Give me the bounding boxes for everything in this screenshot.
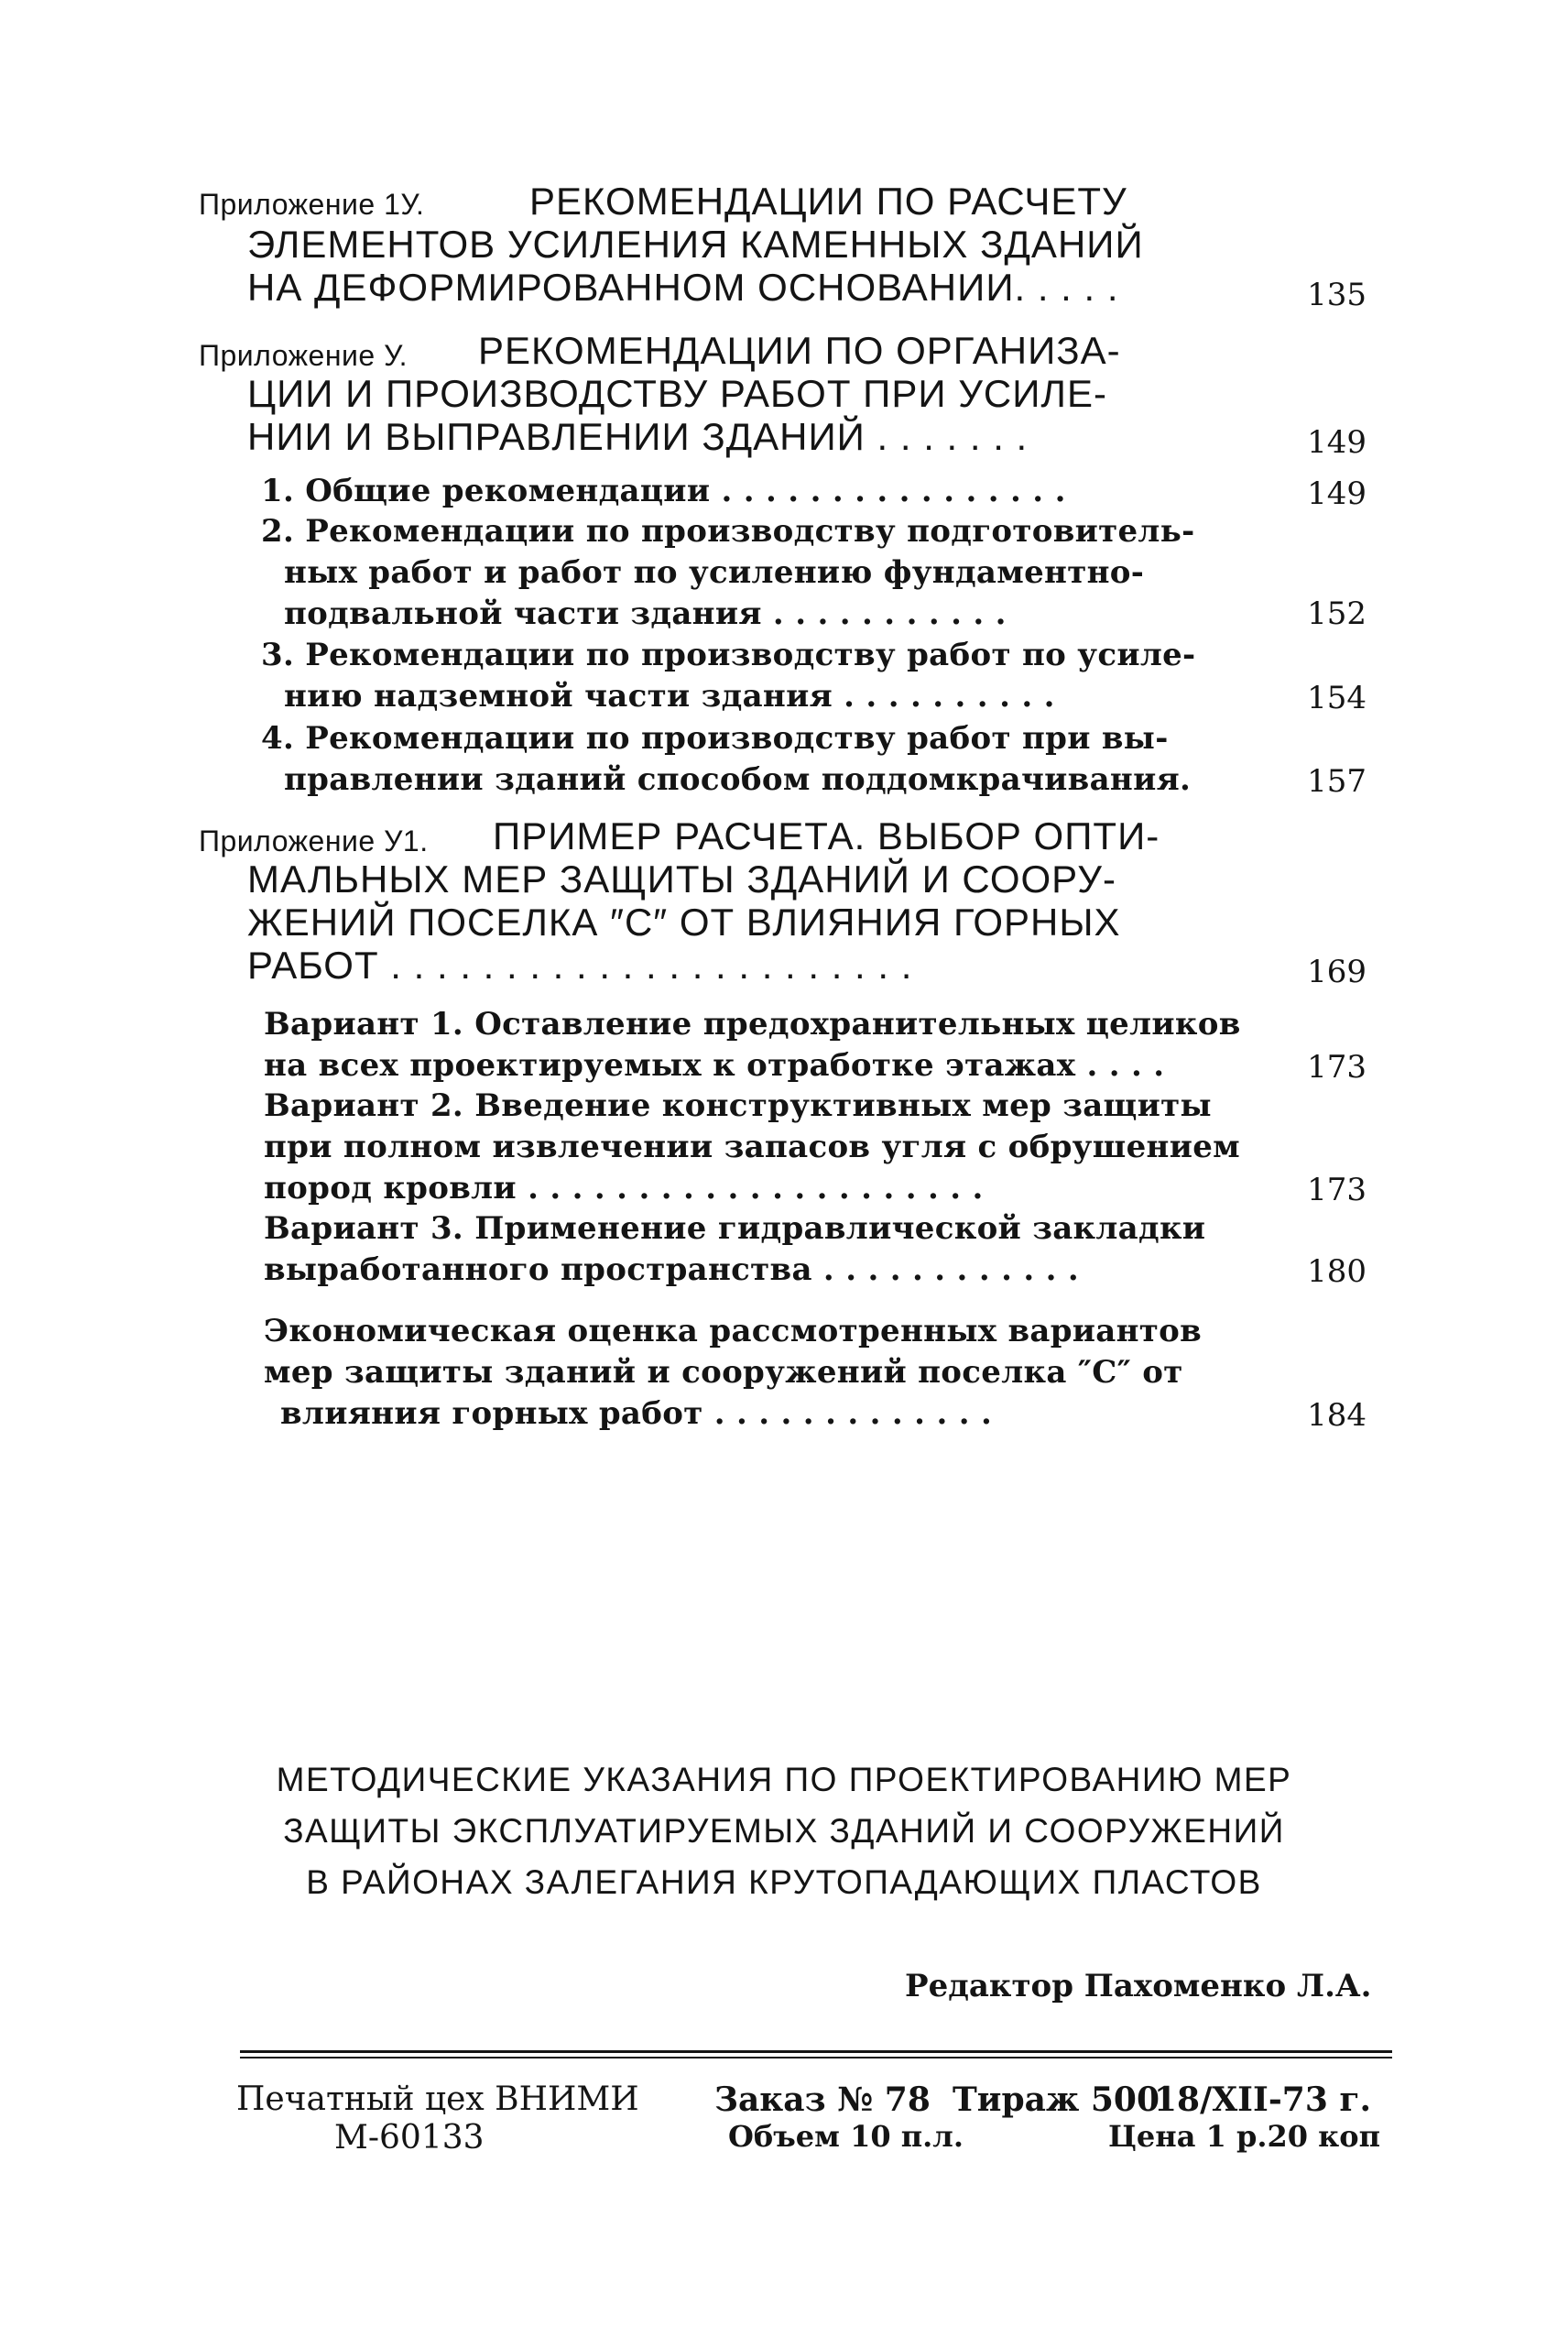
appendix-5-title-line2: ЦИИ И ПРОИЗВОДСТВУ РАБОТ ПРИ УСИЛЕ- (247, 372, 1107, 415)
item-4-line2: правлении зданий способом поддомкрачивания. (284, 761, 1192, 798)
editor-credit: Редактор Пахоменко Л.А. (905, 1968, 1372, 2004)
item-2-line3: подвальной части здания . . . . . . . . . . . (284, 595, 1007, 632)
item-4-line1: 4. Рекомендации по производству работ при вы- (261, 720, 1169, 757)
item-4-page: 157 (1307, 763, 1367, 800)
appendix-4-title-line3: НА ДЕФОРМИРОВАННОМ ОСНОВАНИИ. . . . . (247, 266, 1119, 309)
appendix-4-label: Приложение 1У. (199, 188, 425, 221)
imprint-volume: Объем 10 п.л. (728, 2119, 964, 2154)
item-3-line1: 3. Рекомендации по производству работ по усиле- (261, 637, 1196, 673)
appendix-6-title-line4: РАБОТ . . . . . . . . . . . . . . . . . . . . . . . (247, 944, 913, 987)
variant-2-line3: пород кровли . . . . . . . . . . . . . . . . . . . . . (264, 1170, 984, 1207)
item-1-page: 149 (1307, 475, 1367, 512)
appendix-6-label: Приложение У1. (199, 824, 429, 857)
item-2-line2: ных работ и работ по усилению фундаментно- (284, 554, 1145, 591)
economic-line3: влияния горных работ . . . . . . . . . . . . . (280, 1395, 993, 1432)
item-2-page: 152 (1307, 595, 1367, 632)
book-title-line1: МЕТОДИЧЕСКИЕ УКАЗАНИЯ ПО ПРОЕКТИРОВАНИЮ МЕР (276, 1761, 1292, 1798)
variant-3-line2: выработанного пространства . . . . . . . . . . . . (264, 1251, 1080, 1288)
item-1-line1: 1. Общие рекомендации . . . . . . . . . . . . . . . . (261, 473, 1066, 509)
imprint-order: Заказ № 78 (714, 2080, 931, 2119)
economic-line1: Экономическая оценка рассмотренных вариантов (264, 1313, 1203, 1349)
appendix-6-title-line3: ЖЕНИЙ ПОСЕЛКА ″С″ ОТ ВЛИЯНИЯ ГОРНЫХ (247, 901, 1121, 944)
appendix-5-page: 149 (1307, 424, 1367, 461)
item-3-line2: нию надземной части здания . . . . . . . . . . (284, 678, 1055, 715)
imprint-code: М-60133 (334, 2119, 485, 2157)
imprint-run: Тираж 500 (953, 2080, 1160, 2119)
economic-line2: мер защиты зданий и сооружений поселка ″С″ от (264, 1354, 1183, 1391)
appendix-4-page: 135 (1307, 277, 1367, 313)
appendix-4-title-line2: ЭЛЕМЕНТОВ УСИЛЕНИЯ КАМЕННЫХ ЗДАНИЙ (247, 223, 1144, 266)
variant-3-line1: Вариант 3. Применение гидравлической закладки (264, 1210, 1206, 1247)
appendix-6-title-line1: ПРИМЕР РАСЧЕТА. ВЫБОР ОПТИ- (493, 814, 1160, 857)
variant-1-page: 173 (1307, 1049, 1367, 1086)
item-3-page: 154 (1307, 680, 1367, 716)
imprint-rule-bottom (240, 2057, 1392, 2058)
variant-3-page: 180 (1307, 1253, 1367, 1290)
variant-1-line2: на всех проектируемых к отработке этажах . . . . (264, 1047, 1165, 1084)
appendix-4-title-line1: РЕКОМЕНДАЦИИ ПО РАСЧЕТУ (529, 180, 1127, 223)
variant-2-page: 173 (1307, 1172, 1367, 1208)
appendix-5-title-line1: РЕКОМЕНДАЦИИ ПО ОРГАНИЗА- (478, 329, 1121, 372)
item-2-line1: 2. Рекомендации по производству подготовитель- (261, 513, 1195, 550)
appendix-6-title-line2: МАЛЬНЫХ МЕР ЗАЩИТЫ ЗДАНИЙ И СООРУ- (247, 857, 1116, 901)
book-title-line2: ЗАЩИТЫ ЭКСПЛУАТИРУЕМЫХ ЗДАНИЙ И СООРУЖЕНИЙ (283, 1812, 1285, 1850)
variant-2-line2: при полном извлечении запасов угля с обрушением (264, 1129, 1240, 1165)
appendix-5-title-line3: НИИ И ВЫПРАВЛЕНИИ ЗДАНИЙ . . . . . . . (247, 415, 1029, 458)
book-title-line3: В РАЙОНАХ ЗАЛЕГАНИЯ КРУТОПАДАЮЩИХ ПЛАСТОВ (306, 1863, 1262, 1901)
variant-1-line1: Вариант 1. Оставление предохранительных целиков (264, 1006, 1241, 1043)
imprint-press: Печатный цех ВНИМИ (236, 2080, 639, 2118)
appendix-6-page: 169 (1307, 954, 1367, 990)
economic-page: 184 (1307, 1397, 1367, 1434)
imprint-date: 18/XII-73 г. (1154, 2080, 1372, 2119)
imprint-rule-top (240, 2050, 1392, 2053)
imprint-price: Цена 1 р.20 коп (1108, 2119, 1381, 2154)
variant-2-line1: Вариант 2. Введение конструктивных мер защиты (264, 1087, 1212, 1124)
appendix-5-label: Приложение У. (199, 339, 408, 372)
